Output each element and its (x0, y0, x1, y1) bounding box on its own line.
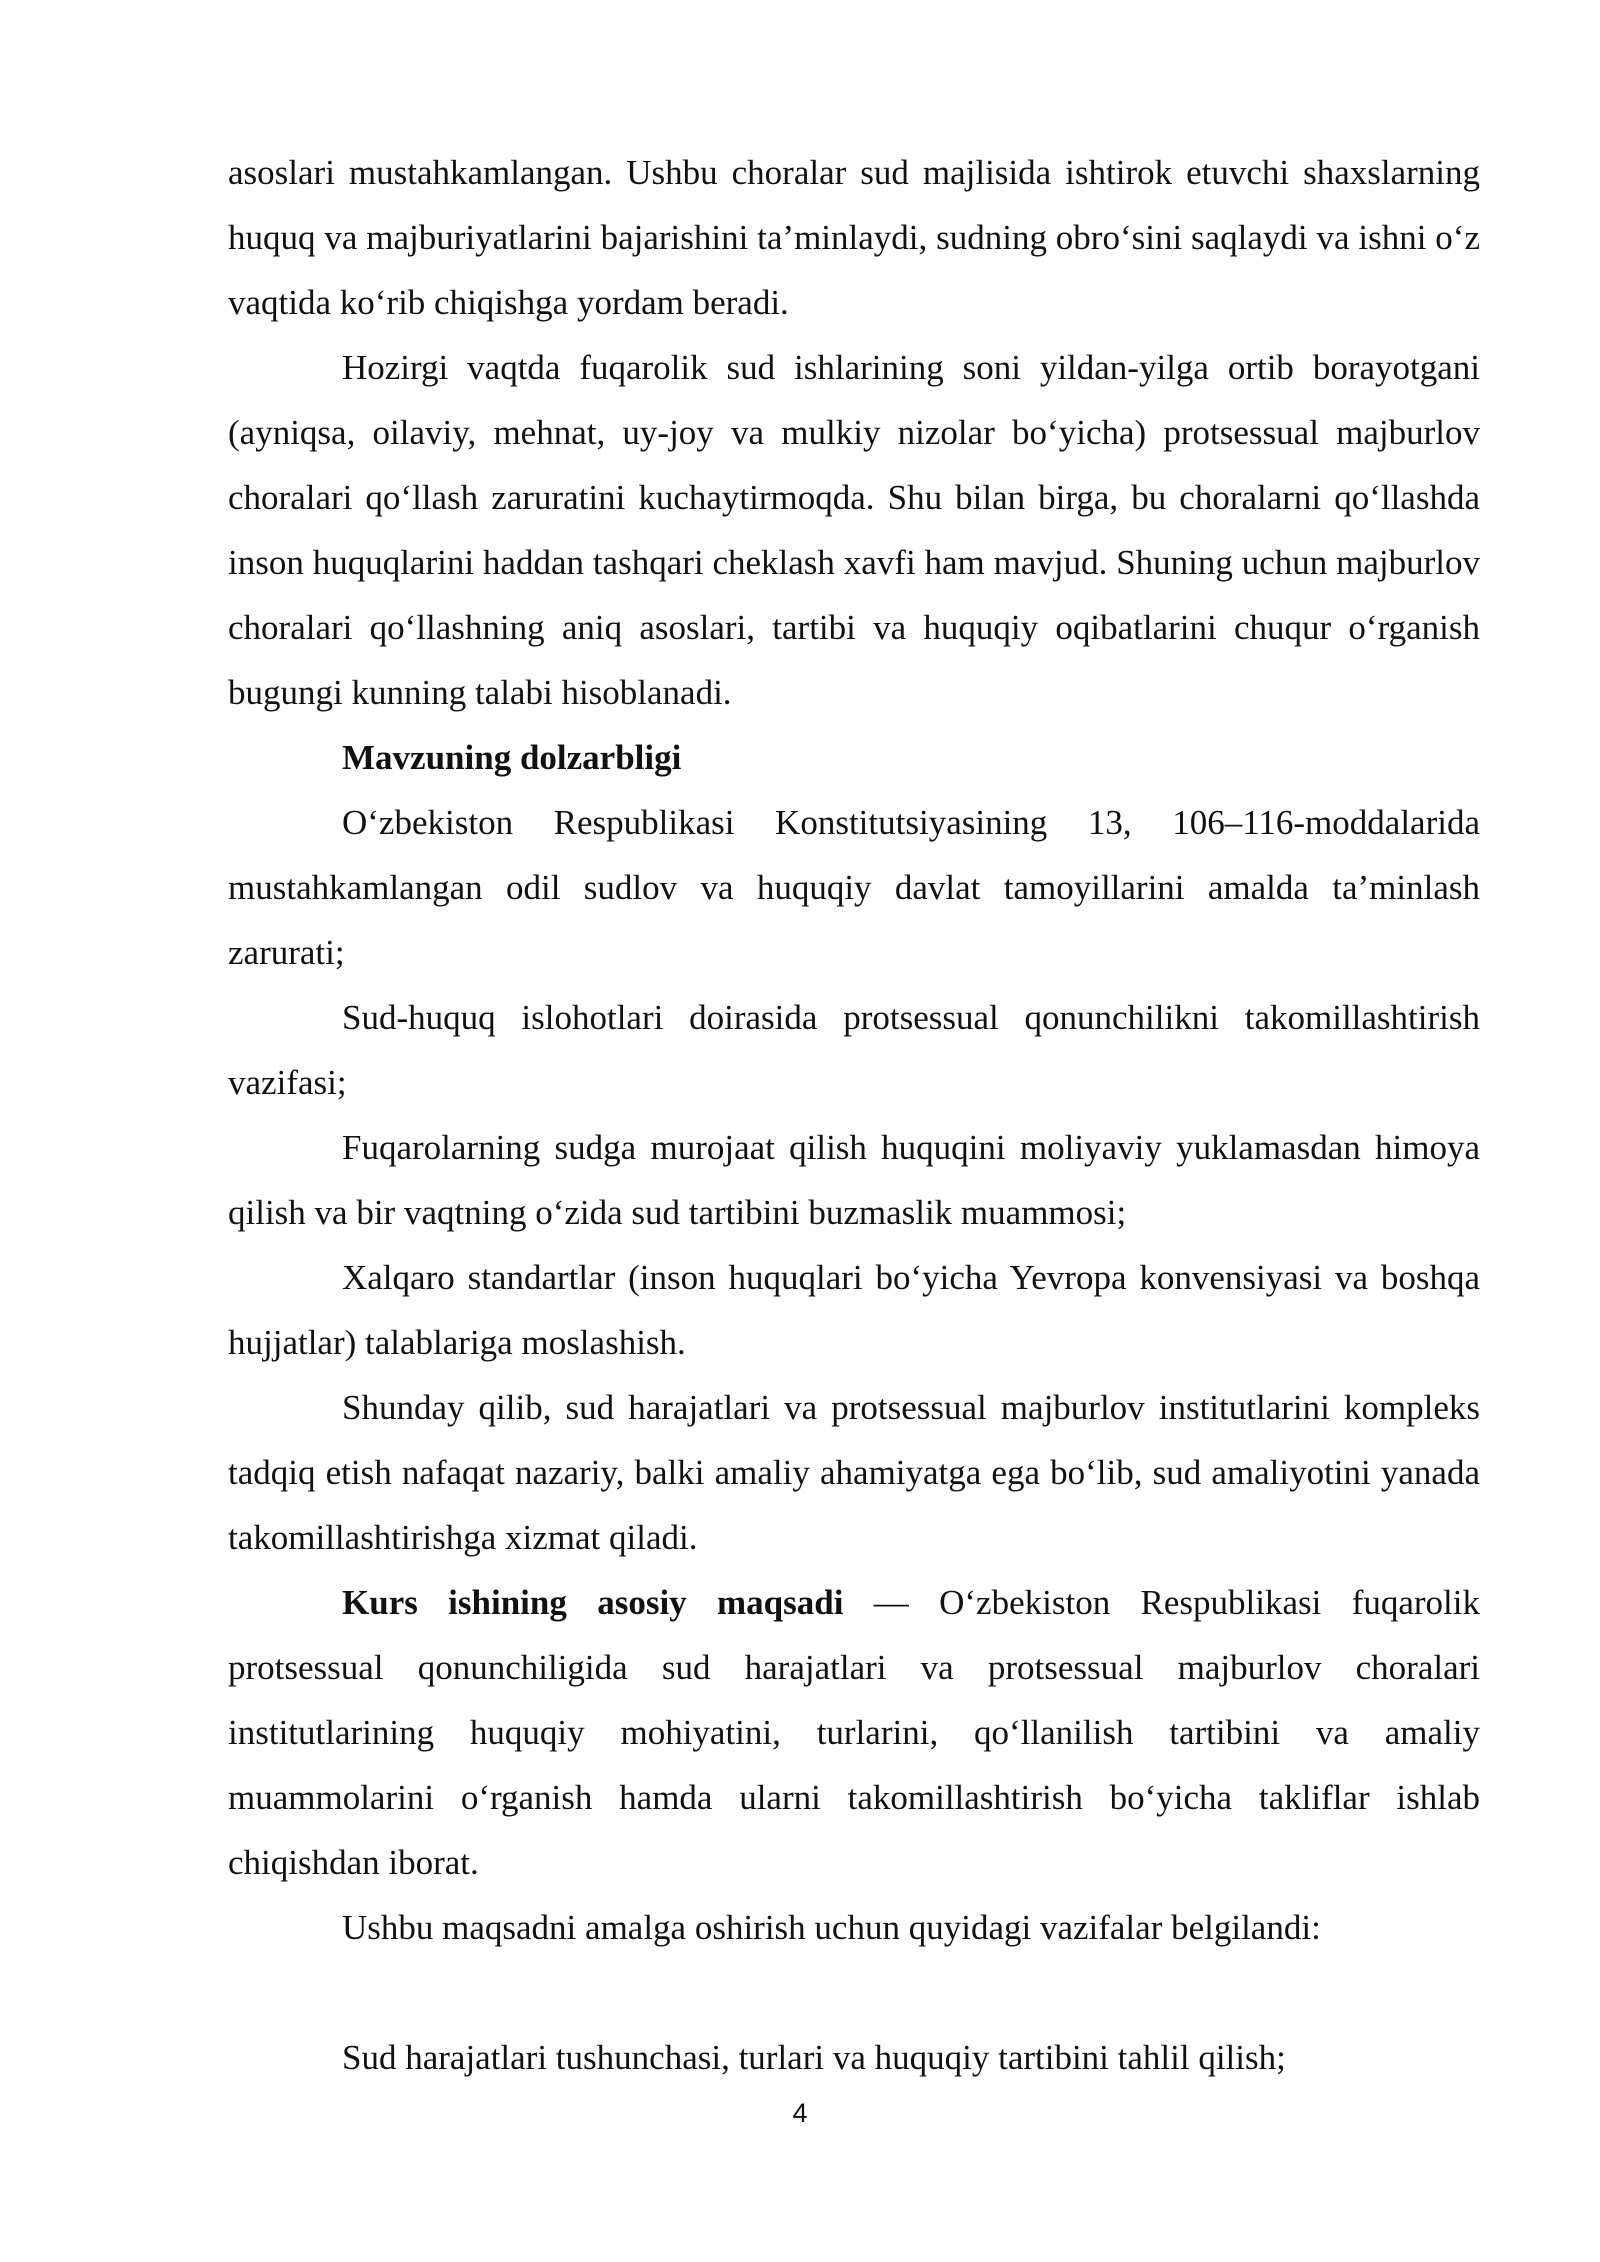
paragraph-5: Fuqarolarning sudga murojaat qilish huquqini moliyaviy yuklamasdan himoya qilish va bir vaqtning o‘zida sud tartibini buzmaslik muammosi; (228, 1128, 1480, 1232)
paragraph-8 (228, 1570, 1480, 1895)
course-goal-label: Kurs ishining asosiy maqsadi (342, 1583, 844, 1622)
paragraph-2: Hozirgi vaqtda fuqarolik sud ishlarining soni yildan-yilga ortib borayotgani (ayniqsa, oilaviy, mehnat, uy-joy va mulkiy nizolar bo‘yicha) protsessual majburlov choralari qo‘llash zaruratini kuchaytirmoqda. Shu bilan birga, bu choralarni qo‘llashda inson huquqlarini haddan tashqari cheklash xavfi ham mavjud. Shuning uchun majburlov choralari qo‘llashning aniq asoslari, tartibi va huquqiy oqibatlarini chuqur o‘rganish bugungi kunning talabi hisoblanadi. (228, 348, 1480, 712)
paragraph-6: Xalqaro standartlar (inson huquqlari bo‘yicha Yevropa konvensiyasi va boshqa hujjatlar) talablariga moslashish. (228, 1258, 1480, 1362)
paragraph-7: Shunday qilib, sud harajatlari va protsessual majburlov institutlarini kompleks tadqiq etish nafaqat nazariy, balki amaliy ahamiyatga ega bo‘lib, sud amaliyotini yanada takomillashtirishga xizmat qiladi. (228, 1388, 1480, 1557)
section-heading-relevance: Mavzuning dolzarbligi (342, 738, 682, 777)
paragraph-10: Sud harajatlari tushunchasi, turlari va huquqiy tartibini tahlil qilish; (342, 2038, 1286, 2077)
course-goal-text: — O‘zbekiston Respublikasi fuqarolik protsessual qonunchiligida sud harajatlari va protsessual majburlov choralari institutlarining huquqiy mohiyatini, turlarini, qo‘llanilish tartibini va amaliy muammolarini o‘rganish hamda ularni takomillashtirish bo‘yicha takliflar ishlab chiqishdan iborat. (228, 1583, 1480, 1882)
paragraph-9: Ushbu maqsadni amalga oshirish uchun quyidagi vazifalar belgilandi: (342, 1908, 1321, 1947)
paragraph-3: O‘zbekiston Respublikasi Konstitutsiyasining 13, 106–116-moddalarida mustahkamlangan odil sudlov va huquqiy davlat tamoyillarini amalda ta’minlash zarurati; (228, 803, 1480, 972)
blank-line (228, 1960, 1480, 2025)
page-number: 4 (792, 2098, 808, 2128)
paragraph-4: Sud-huquq islohotlari doirasida protsessual qonunchilikni takomillashtirish vazifasi; (228, 998, 1480, 1102)
paragraph-1: asoslari mustahkamlangan. Ushbu choralar sud majlisida ishtirok etuvchi shaxslarning huquq va majburiyatlarini bajarishini ta’minlaydi, sudning obro‘sini saqlaydi va ishni o‘z vaqtida ko‘rib chiqishga yordam beradi. (228, 153, 1480, 322)
document-page (228, 140, 1480, 2090)
